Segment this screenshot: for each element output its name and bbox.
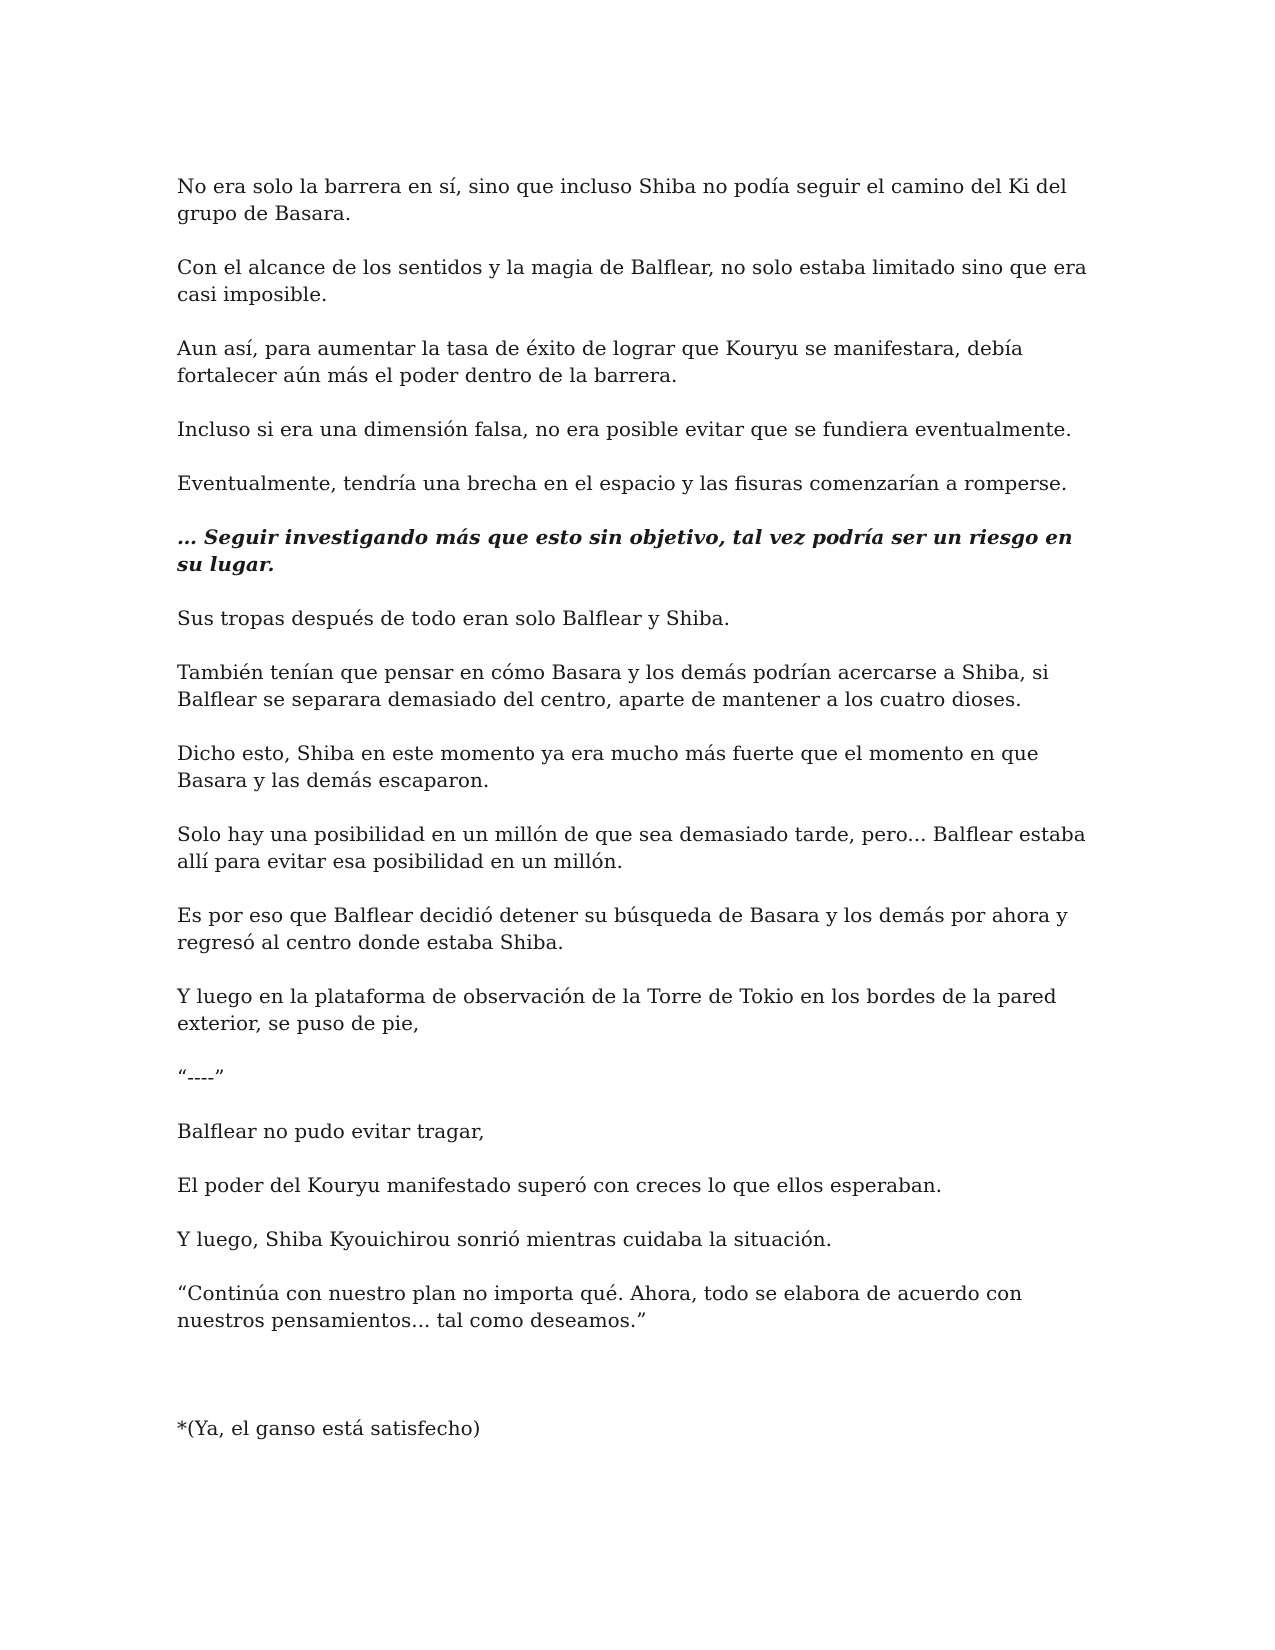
paragraph: Incluso si era una dimensión falsa, no era posible evitar que se fundiera eventualmente. xyxy=(177,417,1072,441)
paragraph: Aun así, para aumentar la tasa de éxito de lograr que Kouryu se manifestara, debía fortalecer aún más el poder dentro de la barrera. xyxy=(177,336,1023,387)
paragraph: Solo hay una posibilidad en un millón de que sea demasiado tarde, pero... Balflear estaba allí para evitar esa posibilidad en un millón. xyxy=(177,822,1086,873)
dialogue-line: “----” xyxy=(177,1065,225,1089)
paragraph: Es por eso que Balflear decidió detener su búsqueda de Basara y los demás por ahora y regresó al centro donde estaba Shiba. xyxy=(177,903,1068,954)
paragraph: Y luego, Shiba Kyouichirou sonrió mientras cuidaba la situación. xyxy=(177,1227,832,1251)
paragraph: Dicho esto, Shiba en este momento ya era mucho más fuerte que el momento en que Basara y las demás escaparon. xyxy=(177,741,1039,792)
dialogue-line: “Continúa con nuestro plan no importa qué. Ahora, todo se elabora de acuerdo con nuestros pensamientos... tal como deseamos.” xyxy=(177,1281,1023,1332)
document-body xyxy=(177,173,1097,1469)
paragraph: No era solo la barrera en sí, sino que incluso Shiba no podía seguir el camino del Ki del grupo de Basara. xyxy=(177,174,1067,225)
emphasized-paragraph: … Seguir investigando más que esto sin objetivo, tal vez podría ser un riesgo en su lugar. xyxy=(177,525,1073,576)
footnote: *(Ya, el ganso está satisfecho) xyxy=(177,1416,481,1440)
paragraph: El poder del Kouryu manifestado superó con creces lo que ellos esperaban. xyxy=(177,1173,943,1197)
paragraph: Balflear no pudo evitar tragar, xyxy=(177,1119,485,1143)
paragraph: También tenían que pensar en cómo Basara y los demás podrían acercarse a Shiba, si Balflear se separara demasiado del centro, aparte de mantener a los cuatro dioses. xyxy=(177,660,1049,711)
paragraph: Con el alcance de los sentidos y la magia de Balflear, no solo estaba limitado sino que era casi imposible. xyxy=(177,255,1087,306)
paragraph: Sus tropas después de todo eran solo Balflear y Shiba. xyxy=(177,606,730,630)
paragraph: Eventualmente, tendría una brecha en el espacio y las fisuras comenzarían a romperse. xyxy=(177,471,1068,495)
spacer xyxy=(177,1361,1097,1415)
paragraph: Y luego en la plataforma de observación de la Torre de Tokio en los bordes de la pared exterior, se puso de pie, xyxy=(177,984,1057,1035)
